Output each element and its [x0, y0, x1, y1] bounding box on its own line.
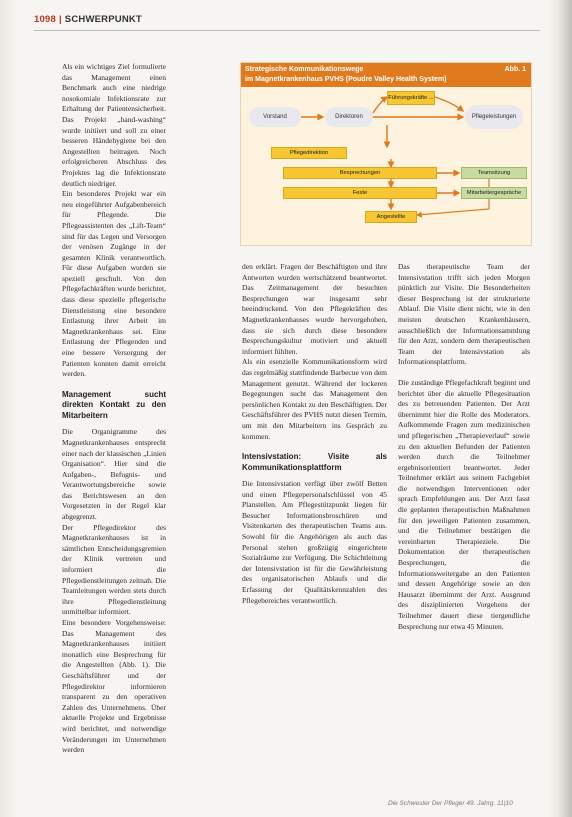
col1-paragraph-5: Eine besondere Vorgehensweise: Das Management des Magnetkrankenhauses initiiert monatlich eine Besprechung für die Angestellten (Abb. 1). Die Geschäftsführer und der Pflegedirektor informieren transparent zu den operativen Zahlen des Unternehmens. Über aktuelle Projekte und Ergebnisse wird berichtet, und notwendige Veränderungen im Unternehmen werden — [62, 618, 166, 755]
arrow-direktoren-fuehrung — [373, 97, 387, 113]
col1-paragraph-4: Der Pflegedirektor des Magnetkrankenhauses ist in sämtlichen Entscheidungsgremien der Klinik vertreten und informiert die Pflegedienstleitungen zeitnah. Die Teamleitungen werden stets durch ihre Pflegedienstleitung unmittelbar informiert. — [62, 522, 166, 617]
col2-paragraph-1: den erklärt. Fragen der Beschäftigten und ihre Antworten wurden wertschätzend beantwortet. Das Zeitmanagement der besuchten Besprechungen war insgesamt sehr beeindruckend. Von den Pflegekräften des Magnetkrankenhauses wurde hervorgehoben, dass sie sich durch diese besondere Besprechungskultur motiviert und aktuell informiert fühlten. — [242, 262, 387, 356]
col3-paragraph-1: Das therapeutische Team der Intensivstation trifft sich jeden Morgen pünktlich zur Visite. Die Besonderheiten dieser Besprechung ist der strukturierte Ablauf. Die Visite dient nicht, wie in den meisten deutschen Krankenhäusern, ausschließlich der Informationsammlung für den Arzt, sondern dem therapeutischen Team der Intensivstation als Informationsplattform. — [398, 262, 530, 367]
figure-title-line-1: Strategische Kommunikationswege — [245, 66, 364, 73]
figure-communication-diagram — [240, 62, 532, 246]
col2-subheading: Intensivstation: Visite als Kommunikationsplattform — [242, 452, 387, 472]
page-edge-shadow — [558, 0, 572, 817]
page-number: 1098 — [34, 14, 56, 25]
col1-paragraph-3: Die Organigramme des Magnetkrankenhauses entsprecht einer nach der klassischen „Linien Organisation“. Hier sind die Aufgaben-, Befugnis- und Verantwortungsbereiche sowie das Berichtswesen an den Vorgesetzten in der Regel klar abgegrenzt. — [62, 427, 166, 522]
section-title: SCHWERPUNKT — [64, 14, 142, 25]
column-1 — [62, 62, 166, 756]
node-angestellte: Angestellte — [365, 211, 417, 223]
column-2 — [242, 262, 387, 606]
header-separator: | — [58, 14, 62, 25]
node-pflegedirektion: Pflegedirektion — [271, 147, 347, 159]
node-pflegeleistungen: Pflegeleistungen — [465, 105, 523, 129]
figure-title-line-2: im Magnetkrankenhaus PVHS (Poudre Valley Health System) — [245, 75, 447, 83]
col1-paragraph-1: Als ein wichtiges Ziel formulierte das Management einen Benchmark auch eine niedrige nosokomiale Infektionsrate zur Erhaltung der Patientensicherheit. Das Projekt „hand-washing“ wurde initiiert und soll zu einer besseren Händehygiene bei den Angestellten beitragen. Noch erfolgreicheren Abschluss des Projektes lag die Infektionsrate deutlich niedriger. — [62, 62, 166, 188]
col3-paragraph-2: Die zuständige Pflegefachkraft beginnt und berichtet über die aktuelle Pflegesituation des zu betreuenden Patienten. Der Arzt übernimmt hier die Rolle des Moderators. Aufkommende Fragen zum medizinischen und pflegerischen „Therapieverlauf“ sowie zu den aktuellen Befunden der Patienten werden durch die Teilnehmer ergebnisorientiert beantwortet. Jeder Teilnehmer erklärt aus seinem Fachgebiet die notwendigen Interventionen oder sprach Empfehlungen aus. Der Arzt fasst die geplanten therapeutischen Maßnahmen für den jeweiligen Patienten zusammen, und die Teilnehmer bestätigen die vereinbarten Therapieziele. Die Dokumentation der therapeutischen Besprechungen, die Informationsweitergabe an den Patienten und dessen Angehörige sowie an den Hausarzt übernimmt der Arzt. Ausgrund des disziplinierten Vorgehens der Teilnehmer dauert diese tiergendliche Besprechung nur etwa 45 Minuten. — [398, 377, 530, 631]
figure-number: Abb. 1 — [504, 66, 526, 73]
column-3 — [398, 262, 530, 632]
col2-paragraph-3: Die Intensivstation verfügt über zwölf Betten und einen Pflegepersonalschlüssel von 45 Planstellen. Am Pflegestützpunkt liegen für Besucher Informationsbroschüren und Visitenkarten des therapeutischen Teams aus. Sowohl für die Angehörigen als auch das Personal stehen großzügig eingerichtete Sozialräume zur Verfügung. Die Schichtleitung der Intensivstation ist für die Gewährleistung des organisatorischen Ablaufs und die Erfassung der Qualitätskennzahlen des Pflegebereiches verantwortlich. — [242, 479, 387, 605]
page-header — [34, 14, 142, 25]
node-teamsitzung: Teamsitzung — [461, 167, 527, 179]
col1-paragraph-2: Ein besonderes Projekt war ein neu eingeführter Aufgabenbereich für Pflegende. Die Pflegeassistenten des „Lift-Team“ sind für das Legen und Versorgen der venösen Zugänge in der gesamten Klinik verantwortlich. Für diese Aufgaben wurden sie speziell geschult. Von den Pflegefachkräften wurde berichtet, dass diese spezielle pflegerische Dienstleistung eine besondere Entlastung ihrer Arbeit im Magnetkrankenhaus sei. Eine Entlastung der Pflegenden und eine bessere Versorgung der Patienten konnten damit erreicht werden. — [62, 189, 166, 379]
col1-subheading: Management sucht direkten Kontakt zu den Mitarbeitern — [62, 389, 166, 420]
node-fuehrungskraefte: Führungskräfte ... — [387, 91, 435, 105]
node-feste: Feste — [283, 187, 437, 199]
arrow-fuehrung-pflegeleistungen — [435, 97, 463, 111]
node-mitarbeitergespraeche: Mitarbeitergespräche — [461, 187, 527, 199]
col2-paragraph-2: Als ein esenzielle Kommunikationsform wird das regelmäßig stattfindende Barbecue von dem Management genutzt. Während der lockeren Begegnungen sucht das Management den persönlichen Kontakt zu den Beschäftigten. Der Geschäftsführer des PVHS nutzt diesen Termin, um mit den Mitarbeitern ins Gespräch zu kommen. — [242, 357, 387, 441]
header-rule — [34, 30, 540, 31]
node-direktoren: Direktoren — [325, 107, 373, 127]
node-vorstand: Vorstand — [249, 107, 301, 127]
page-footer: Die Schwester Der Pfleger 49. Jahrg. 11|10 — [388, 800, 513, 807]
node-besprechungen: Besprechungen — [283, 167, 437, 179]
